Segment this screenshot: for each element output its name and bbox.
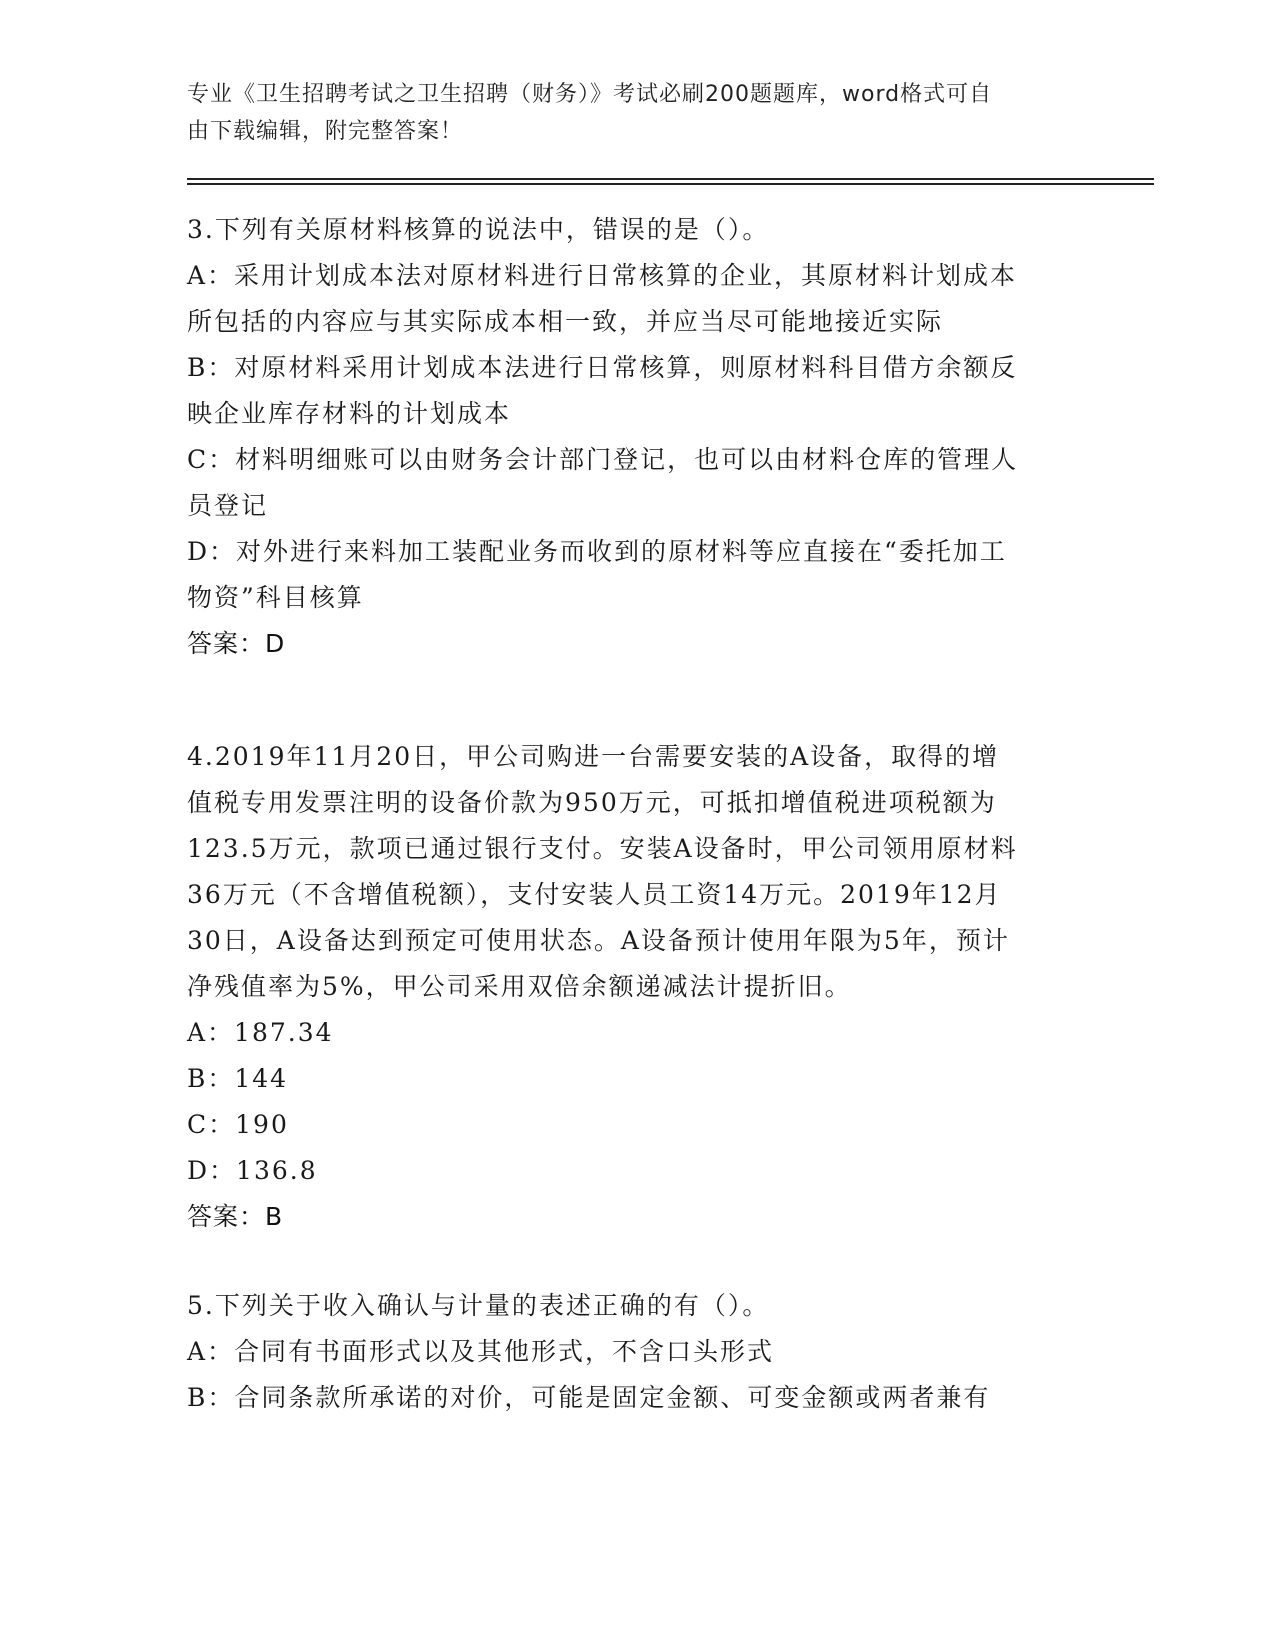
option-a: A：187.34 <box>187 1018 334 1047</box>
header-divider <box>187 178 1154 180</box>
option-text: D：对外进行来料加工装配业务而收到的原材料等应直接在“委托加工 <box>187 537 1007 566</box>
question-stem: 30日，A设备达到预定可使用状态。A设备预计使用年限为5年，预计 <box>187 926 1010 955</box>
question-3 <box>187 207 1087 667</box>
document-header <box>187 76 1087 150</box>
option-text: C：材料明细账可以由财务会计部门登记，也可以由材料仓库的管理人 <box>187 445 1019 474</box>
header-divider <box>187 183 1154 185</box>
header-line: 由下载编辑，附完整答案！ <box>187 119 464 144</box>
question-stem: 36万元（不含增值税额），支付安装人员工资14万元。2019年12月 <box>187 880 1002 909</box>
question-stem: 4.2019年11月20日，甲公司购进一台需要安装的A设备，取得的增 <box>187 742 1000 771</box>
option-c: C：190 <box>187 1110 289 1139</box>
question-stem: 净残值率为5%，甲公司采用双倍余额递减法计提折旧。 <box>187 972 852 1001</box>
question-stem: 5.下列关于收入确认与计量的表述正确的有（）。 <box>187 1291 770 1320</box>
question-stem: 3.下列有关原材料核算的说法中，错误的是（）。 <box>187 215 770 244</box>
question-4 <box>187 734 1087 1240</box>
question-stem: 123.5万元，款项已通过银行支付。安装A设备时，甲公司领用原材料 <box>187 834 1018 863</box>
header-line: 专业《卫生招聘考试之卫生招聘（财务）》考试必刷200题题库，word格式可自 <box>187 82 993 107</box>
option-b: B：合同条款所承诺的对价，可能是固定金额、可变金额或两者兼有 <box>187 1383 991 1412</box>
option-text: 物资”科目核算 <box>187 583 364 612</box>
option-b: B：144 <box>187 1064 289 1093</box>
answer-text: 答案：D <box>187 629 286 658</box>
answer-text: 答案：B <box>187 1202 284 1231</box>
option-text: 映企业库存材料的计划成本 <box>187 399 512 428</box>
option-text: B：对原材料采用计划成本法进行日常核算，则原材料科目借方余额反 <box>187 353 1018 382</box>
question-stem: 值税专用发票注明的设备价款为950万元，可抵扣增值税进项税额为 <box>187 788 997 817</box>
question-5 <box>187 1283 1087 1421</box>
option-d: D：136.8 <box>187 1156 318 1185</box>
option-text: 员登记 <box>187 491 269 520</box>
option-text: A：采用计划成本法对原材料进行日常核算的企业，其原材料计划成本 <box>187 261 1018 290</box>
option-a: A：合同有书面形式以及其他形式，不含口头形式 <box>187 1337 775 1366</box>
option-text: 所包括的内容应与其实际成本相一致，并应当尽可能地接近实际 <box>187 307 944 336</box>
